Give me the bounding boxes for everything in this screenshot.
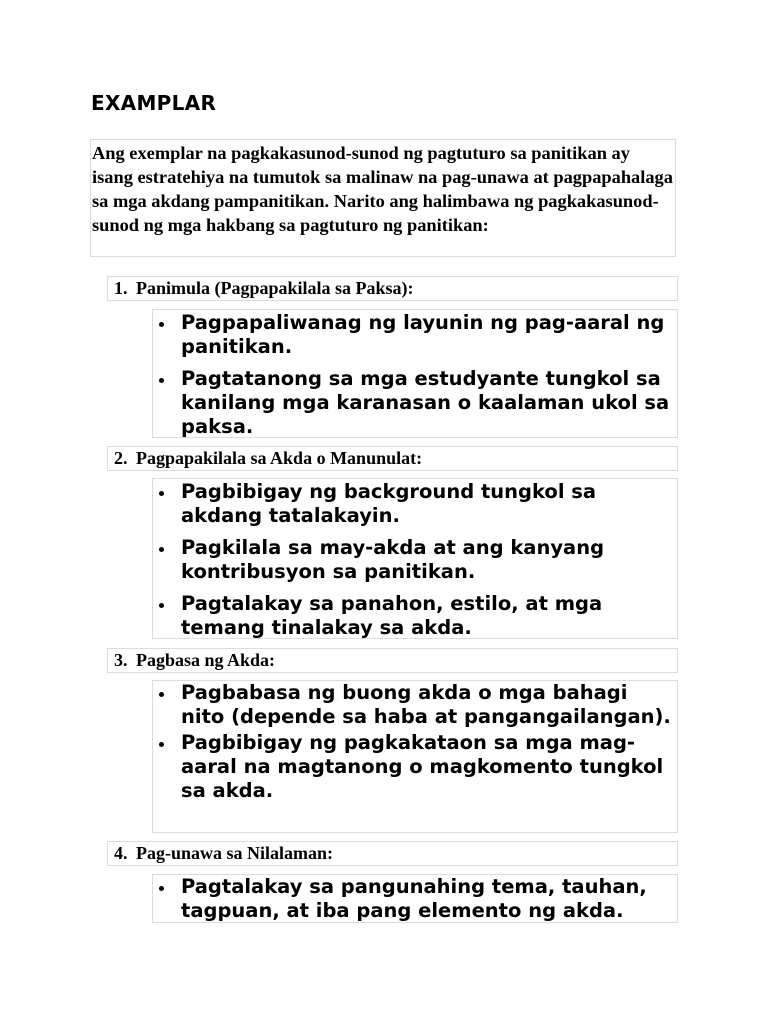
list-item xyxy=(153,311,677,359)
bullet-icon xyxy=(159,491,164,496)
step-label: Pagpapakilala sa Akda o Manunulat: xyxy=(136,448,423,468)
bullet-list xyxy=(152,309,678,438)
list-item xyxy=(153,367,677,439)
document-title: EXAMPLAR xyxy=(91,91,217,115)
bullet-icon xyxy=(159,886,164,891)
step-label: Pag-unawa sa Nilalaman: xyxy=(136,843,334,863)
step-number: 3. xyxy=(114,650,128,670)
bullet-list xyxy=(152,478,678,639)
bullet-icon xyxy=(159,742,164,747)
step-heading xyxy=(107,841,678,866)
list-item xyxy=(153,681,677,729)
step-number: 4. xyxy=(114,843,128,863)
list-item-text: Pagtatanong sa mga estudyante tungkol sa kanilang mga karanasan o kaalaman ukol sa paksa. xyxy=(181,367,670,438)
step-heading xyxy=(107,276,678,301)
list-item-text: Pagbibigay ng background tungkol sa akdang tatalakayin. xyxy=(181,480,597,527)
list-item xyxy=(153,592,677,640)
list-item xyxy=(153,480,677,528)
bullet-icon xyxy=(159,378,164,383)
list-item-text: Pagtalakay sa panahon, estilo, at mga temang tinalakay sa akda. xyxy=(181,592,603,639)
list-item-text: Pagbabasa ng buong akda o mga bahagi nito (depende sa haba at pangangailangan). xyxy=(181,681,671,728)
bullet-icon xyxy=(159,322,164,327)
list-item xyxy=(153,875,677,923)
list-item-text: Pagbibigay ng pagkakataon sa mga mag-aaral na magtanong o magkomento tungkol sa akda. xyxy=(181,731,664,802)
step-number: 1. xyxy=(114,278,128,298)
step-label: Pagbasa ng Akda: xyxy=(136,650,276,670)
bullet-list xyxy=(152,874,678,923)
bullet-list xyxy=(152,680,678,833)
bullet-icon xyxy=(159,547,164,552)
step-number: 2. xyxy=(114,448,128,468)
step-label: Panimula (Pagpapakilala sa Paksa): xyxy=(136,278,414,298)
step-heading xyxy=(107,446,678,471)
list-item xyxy=(153,731,677,803)
list-item-text: Pagpapaliwanag ng layunin ng pag-aaral ng panitikan. xyxy=(181,311,665,358)
bullet-icon xyxy=(159,603,164,608)
bullet-icon xyxy=(159,692,164,697)
list-item-text: Pagtalakay sa pangunahing tema, tauhan, tagpuan, at iba pang elemento ng akda. xyxy=(181,875,647,922)
list-item xyxy=(153,536,677,584)
intro-paragraph: Ang exemplar na pagkakasunod-sunod ng pagtuturo sa panitikan ay isang estratehiya na tumutok sa malinaw na pag-unawa at pagpapahalaga sa mga akdang pampanitikan. Narito ang halimbawa ng pagkakasunod-sunod ng mga hakbang sa pagtuturo ng panitikan: xyxy=(90,139,676,257)
list-item-text: Pagkilala sa may-akda at ang kanyang kontribusyon sa panitikan. xyxy=(181,536,605,583)
step-heading xyxy=(107,648,678,673)
